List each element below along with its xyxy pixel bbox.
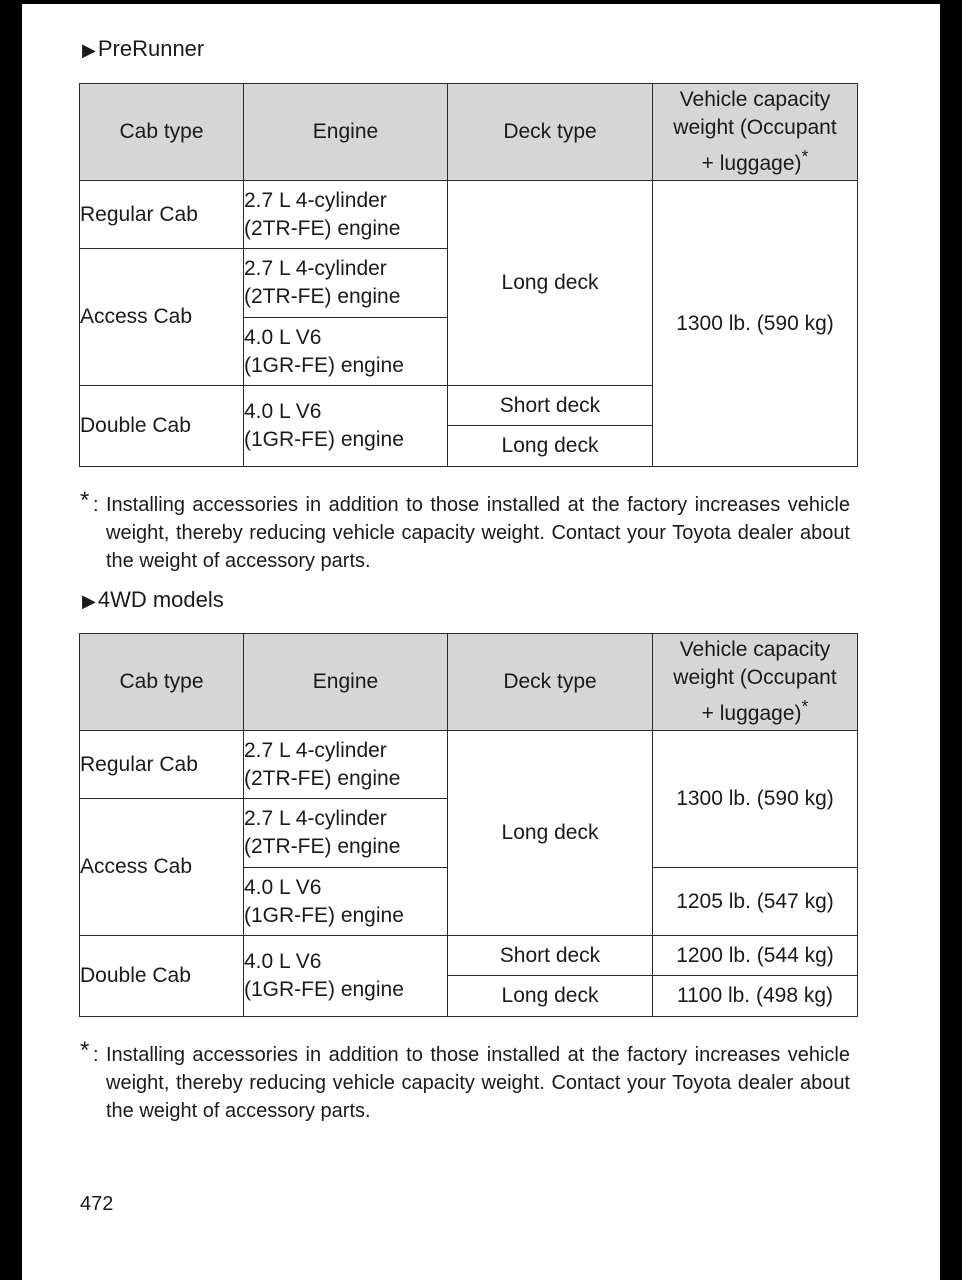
table-row bbox=[80, 731, 858, 799]
table-row bbox=[80, 936, 858, 976]
table-row bbox=[80, 181, 858, 249]
engine-cell: 4.0 L V6 (1GR-FE) engine bbox=[244, 318, 448, 386]
triangle-bullet-icon: ▶ bbox=[82, 591, 96, 611]
table-header-row bbox=[80, 84, 858, 181]
section-title-4wd: ▶4WD models bbox=[82, 587, 224, 612]
prerunner-capacity-table bbox=[79, 83, 858, 467]
footnote: * : Installing accessories in addition to those installed at the factory increases vehicle weight, thereby reducing vehicle capacity weight. Contact your Toyota dealer about the weight of accessory parts. bbox=[80, 491, 850, 575]
engine-cell: 2.7 L 4-cylinder (2TR-FE) engine bbox=[244, 181, 448, 249]
4wd-capacity-table bbox=[79, 633, 858, 1017]
capacity-value: 1205 lb. (547 kg) bbox=[653, 868, 858, 936]
footnote-text: Installing accessories in addition to those installed at the factory increases vehicle weight, thereby reducing vehicle capacity weight. Contact your Toyota dealer about the weight of accessory parts. bbox=[106, 1044, 850, 1122]
deck-short: Short deck bbox=[448, 936, 653, 976]
cab-double: Double Cab bbox=[80, 936, 244, 1017]
deck-long: Long deck bbox=[448, 426, 653, 467]
header-cab-type: Cab type bbox=[80, 84, 244, 181]
footnote: * : Installing accessories in addition to those installed at the factory increases vehicle weight, thereby reducing vehicle capacity weight. Contact your Toyota dealer about the weight of accessory parts. bbox=[80, 1041, 850, 1125]
header-engine: Engine bbox=[244, 84, 448, 181]
page-number: 472 bbox=[80, 1193, 114, 1215]
capacity-value: 1200 lb. (544 kg) bbox=[653, 936, 858, 976]
engine-cell: 2.7 L 4-cylinder (2TR-FE) engine bbox=[244, 731, 448, 799]
cab-access: Access Cab bbox=[80, 249, 244, 386]
deck-long: Long deck bbox=[448, 976, 653, 1017]
header-deck-type: Deck type bbox=[448, 634, 653, 731]
header-capacity: Vehicle capacity weight (Occupant + luggage)* bbox=[653, 84, 858, 181]
section-title-prerunner: ▶PreRunner bbox=[82, 36, 205, 61]
cab-access: Access Cab bbox=[80, 799, 244, 936]
cab-regular: Regular Cab bbox=[80, 181, 244, 249]
header-capacity: Vehicle capacity weight (Occupant + luggage)* bbox=[653, 634, 858, 731]
capacity-value: 1300 lb. (590 kg) bbox=[653, 731, 858, 868]
footnote-mark: * bbox=[80, 1037, 90, 1064]
header-cab-type: Cab type bbox=[80, 634, 244, 731]
capacity-value: 1100 lb. (498 kg) bbox=[653, 976, 858, 1017]
deck-long: Long deck bbox=[448, 181, 653, 386]
table-header-row bbox=[80, 634, 858, 731]
deck-long: Long deck bbox=[448, 731, 653, 936]
engine-cell: 4.0 L V6 (1GR-FE) engine bbox=[244, 936, 448, 1017]
cab-regular: Regular Cab bbox=[80, 731, 244, 799]
cab-double: Double Cab bbox=[80, 386, 244, 467]
engine-cell: 2.7 L 4-cylinder (2TR-FE) engine bbox=[244, 249, 448, 318]
triangle-bullet-icon: ▶ bbox=[82, 40, 96, 60]
engine-cell: 2.7 L 4-cylinder (2TR-FE) engine bbox=[244, 799, 448, 868]
capacity-value: 1300 lb. (590 kg) bbox=[653, 181, 858, 467]
header-deck-type: Deck type bbox=[448, 84, 653, 181]
footnote-text: Installing accessories in addition to those installed at the factory increases vehicle weight, thereby reducing vehicle capacity weight. Contact your Toyota dealer about the weight of accessory parts. bbox=[106, 494, 850, 572]
engine-cell: 4.0 L V6 (1GR-FE) engine bbox=[244, 386, 448, 467]
footnote-mark: * bbox=[80, 487, 90, 514]
header-engine: Engine bbox=[244, 634, 448, 731]
deck-short: Short deck bbox=[448, 386, 653, 426]
engine-cell: 4.0 L V6 (1GR-FE) engine bbox=[244, 868, 448, 936]
